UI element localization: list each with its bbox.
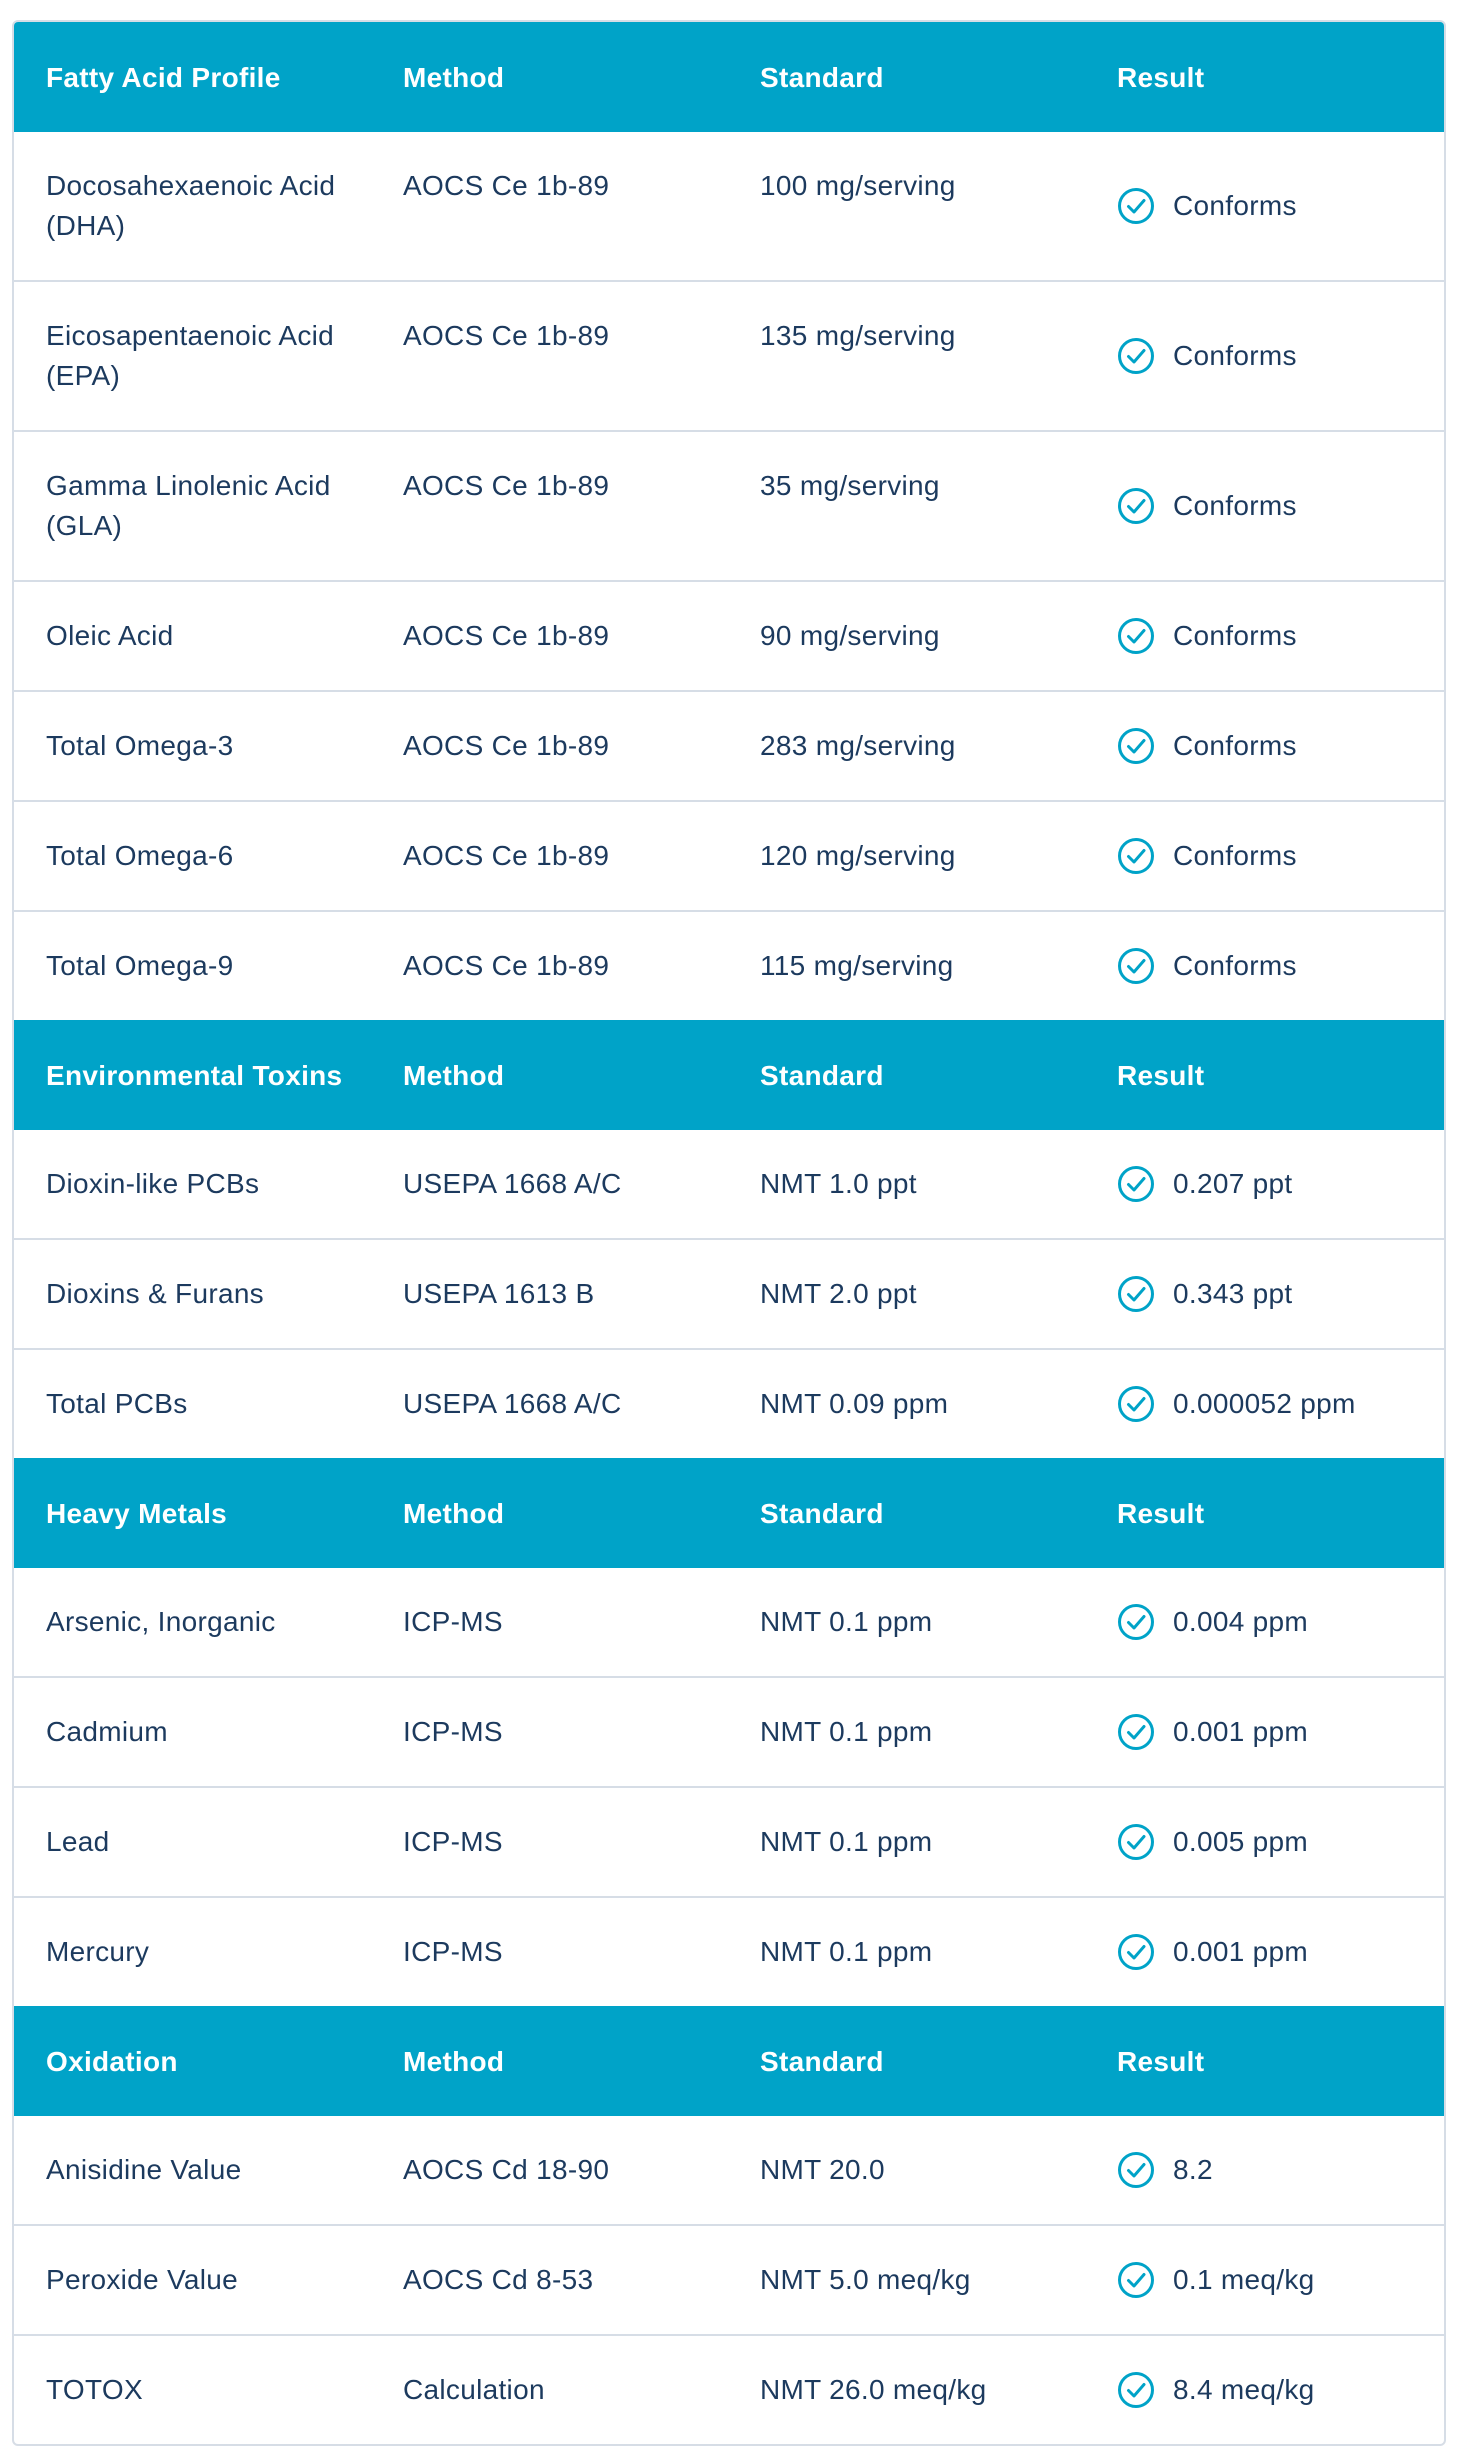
test-method: AOCS Ce 1b-89	[371, 911, 728, 1020]
table-row	[14, 581, 1444, 691]
result-cell	[1085, 1568, 1444, 1677]
table-row	[14, 2335, 1444, 2444]
result-cell	[1085, 2225, 1444, 2335]
table-row	[14, 691, 1444, 801]
standard-value: NMT 26.0 meq/kg	[728, 2335, 1085, 2444]
method-column-header: Method	[403, 1060, 505, 1091]
analyte-name: Total Omega-9	[14, 911, 371, 1020]
result-cell	[1085, 281, 1444, 431]
result-cell	[1085, 2335, 1444, 2444]
standard-value: 283 mg/serving	[728, 691, 1085, 801]
result-value: Conforms	[1173, 620, 1297, 651]
result-wrapper	[1117, 1384, 1424, 1424]
standard-value: NMT 0.1 ppm	[728, 1897, 1085, 2006]
section-header-row	[14, 2006, 1444, 2116]
check-circle-icon	[1117, 1933, 1155, 1971]
test-method: AOCS Ce 1b-89	[403, 170, 610, 201]
test-method: AOCS Ce 1b-89	[371, 431, 728, 581]
result-wrapper	[1117, 1712, 1424, 1752]
check-circle-icon	[1117, 837, 1155, 875]
result-column-header: Result	[1117, 2046, 1205, 2077]
section-header-row	[14, 1458, 1444, 1568]
check-circle-icon	[1117, 2261, 1155, 2299]
result-cell	[1085, 581, 1444, 691]
result-wrapper	[1117, 1602, 1424, 1642]
analyte-name: Gamma Linolenic Acid (GLA)	[14, 431, 371, 581]
result-value: 0.001 ppm	[1173, 1716, 1309, 1747]
analyte-name: Arsenic, Inorganic	[46, 1606, 276, 1637]
result-wrapper	[1117, 726, 1424, 766]
table-row	[14, 1349, 1444, 1458]
analyte-name: Total Omega-6	[14, 801, 371, 911]
result-column-header: Result	[1117, 1060, 1205, 1091]
result-cell	[1085, 431, 1444, 581]
standard-value: 115 mg/serving	[728, 911, 1085, 1020]
result-value: 0.207 ppt	[1173, 1168, 1293, 1199]
standard-column-header: Standard	[760, 2046, 884, 2077]
check-circle-icon	[1117, 337, 1155, 375]
standard-value: NMT 0.1 ppm	[728, 1787, 1085, 1897]
table-row	[14, 431, 1444, 581]
table-row	[14, 1568, 1444, 1677]
result-value: 0.1 meq/kg	[1173, 2264, 1315, 2295]
table-row	[14, 1787, 1444, 1897]
test-results-table	[14, 22, 1444, 2444]
test-method: AOCS Ce 1b-89	[371, 691, 728, 801]
table-row	[14, 911, 1444, 1020]
result-wrapper	[1117, 1932, 1424, 1972]
test-results-table-container	[12, 20, 1446, 2446]
result-value: 8.4 meq/kg	[1173, 2374, 1315, 2405]
analyte-name: Dioxin-like PCBs	[46, 1168, 260, 1199]
analyte-name: TOTOX	[14, 2335, 371, 2444]
table-row	[14, 1239, 1444, 1349]
result-wrapper	[1117, 836, 1424, 876]
check-circle-icon	[1117, 2151, 1155, 2189]
analyte-name: Dioxins & Furans	[14, 1239, 371, 1349]
result-wrapper	[1117, 1274, 1424, 1314]
analyte-name: Cadmium	[14, 1677, 371, 1787]
check-circle-icon	[1117, 727, 1155, 765]
check-circle-icon	[1117, 487, 1155, 525]
test-method: ICP-MS	[403, 1606, 503, 1637]
result-value: 0.343 ppt	[1173, 1278, 1293, 1309]
test-method: AOCS Cd 18-90	[403, 2154, 610, 2185]
check-circle-icon	[1117, 617, 1155, 655]
result-cell	[1085, 691, 1444, 801]
check-circle-icon	[1117, 1713, 1155, 1751]
result-cell	[1085, 1130, 1444, 1239]
method-column-header: Method	[403, 1498, 505, 1529]
check-circle-icon	[1117, 1823, 1155, 1861]
section-header-row	[14, 1020, 1444, 1130]
analyte-name: Lead	[14, 1787, 371, 1897]
table-row	[14, 132, 1444, 281]
check-circle-icon	[1117, 1275, 1155, 1313]
standard-value: 135 mg/serving	[728, 281, 1085, 431]
test-method: USEPA 1668 A/C	[371, 1349, 728, 1458]
test-method: USEPA 1668 A/C	[403, 1168, 622, 1199]
result-value: Conforms	[1173, 840, 1297, 871]
method-column-header: Method	[403, 62, 505, 93]
section-title: Environmental Toxins	[46, 1060, 343, 1091]
analyte-name: Anisidine Value	[46, 2154, 242, 2185]
standard-column-header: Standard	[760, 1498, 884, 1529]
section-title: Heavy Metals	[46, 1498, 228, 1529]
table-row	[14, 1677, 1444, 1787]
test-method: Calculation	[371, 2335, 728, 2444]
result-value: 0.005 ppm	[1173, 1826, 1309, 1857]
standard-value: 120 mg/serving	[728, 801, 1085, 911]
result-wrapper	[1117, 946, 1424, 986]
result-cell	[1085, 1897, 1444, 2006]
check-circle-icon	[1117, 947, 1155, 985]
check-circle-icon	[1117, 187, 1155, 225]
result-wrapper	[1117, 486, 1424, 526]
analyte-name: Eicosapentaenoic Acid (EPA)	[14, 281, 371, 431]
test-method: ICP-MS	[371, 1787, 728, 1897]
standard-column-header: Standard	[760, 62, 884, 93]
result-cell	[1085, 801, 1444, 911]
standard-value: NMT 0.1 ppm	[728, 1677, 1085, 1787]
result-cell	[1085, 132, 1444, 281]
standard-value: NMT 0.1 ppm	[760, 1606, 933, 1637]
check-circle-icon	[1117, 1165, 1155, 1203]
check-circle-icon	[1117, 1603, 1155, 1641]
analyte-name: Total PCBs	[14, 1349, 371, 1458]
analyte-name: Peroxide Value	[14, 2225, 371, 2335]
result-wrapper	[1117, 2150, 1424, 2190]
result-value: Conforms	[1173, 190, 1297, 221]
table-row	[14, 1130, 1444, 1239]
standard-column-header: Standard	[760, 1060, 884, 1091]
test-method: AOCS Cd 8-53	[371, 2225, 728, 2335]
result-wrapper	[1117, 1822, 1424, 1862]
result-value: Conforms	[1173, 490, 1297, 521]
analyte-name: Total Omega-3	[14, 691, 371, 801]
result-value: 0.001 ppm	[1173, 1936, 1309, 1967]
test-method: ICP-MS	[371, 1677, 728, 1787]
result-wrapper	[1117, 336, 1424, 376]
check-circle-icon	[1117, 2371, 1155, 2409]
analyte-name: Mercury	[14, 1897, 371, 2006]
result-value: Conforms	[1173, 950, 1297, 981]
standard-value: 35 mg/serving	[728, 431, 1085, 581]
table-row	[14, 1897, 1444, 2006]
table-row	[14, 281, 1444, 431]
test-method: AOCS Ce 1b-89	[371, 581, 728, 691]
table-row	[14, 801, 1444, 911]
standard-value: NMT 5.0 meq/kg	[728, 2225, 1085, 2335]
standard-value: NMT 0.09 ppm	[728, 1349, 1085, 1458]
standard-value: 90 mg/serving	[728, 581, 1085, 691]
method-column-header: Method	[403, 2046, 505, 2077]
check-circle-icon	[1117, 1385, 1155, 1423]
result-value: 8.2	[1173, 2154, 1213, 2185]
result-value: 0.000052 ppm	[1173, 1388, 1356, 1419]
standard-value: 100 mg/serving	[760, 170, 956, 201]
standard-value: NMT 2.0 ppt	[728, 1239, 1085, 1349]
result-wrapper	[1117, 2370, 1424, 2410]
result-cell	[1085, 1787, 1444, 1897]
section-title: Oxidation	[46, 2046, 178, 2077]
result-value: Conforms	[1173, 340, 1297, 371]
section-title: Fatty Acid Profile	[46, 62, 281, 93]
result-cell	[1085, 1239, 1444, 1349]
result-value: Conforms	[1173, 730, 1297, 761]
result-cell	[1085, 2116, 1444, 2225]
result-value: 0.004 ppm	[1173, 1606, 1309, 1637]
result-wrapper	[1117, 186, 1424, 226]
result-wrapper	[1117, 616, 1424, 656]
test-method: AOCS Ce 1b-89	[371, 281, 728, 431]
result-wrapper	[1117, 1164, 1424, 1204]
result-cell	[1085, 911, 1444, 1020]
analyte-name: Docosahexaenoic Acid (DHA)	[46, 170, 336, 241]
result-column-header: Result	[1117, 62, 1205, 93]
result-cell	[1085, 1349, 1444, 1458]
result-wrapper	[1117, 2260, 1424, 2300]
test-results-body	[14, 22, 1444, 2444]
result-column-header: Result	[1117, 1498, 1205, 1529]
test-method: AOCS Ce 1b-89	[371, 801, 728, 911]
table-row	[14, 2225, 1444, 2335]
analyte-name: Oleic Acid	[14, 581, 371, 691]
section-header-row	[14, 22, 1444, 132]
result-cell	[1085, 1677, 1444, 1787]
test-method: USEPA 1613 B	[371, 1239, 728, 1349]
standard-value: NMT 20.0	[760, 2154, 885, 2185]
table-row	[14, 2116, 1444, 2225]
test-method: ICP-MS	[371, 1897, 728, 2006]
standard-value: NMT 1.0 ppt	[760, 1168, 917, 1199]
